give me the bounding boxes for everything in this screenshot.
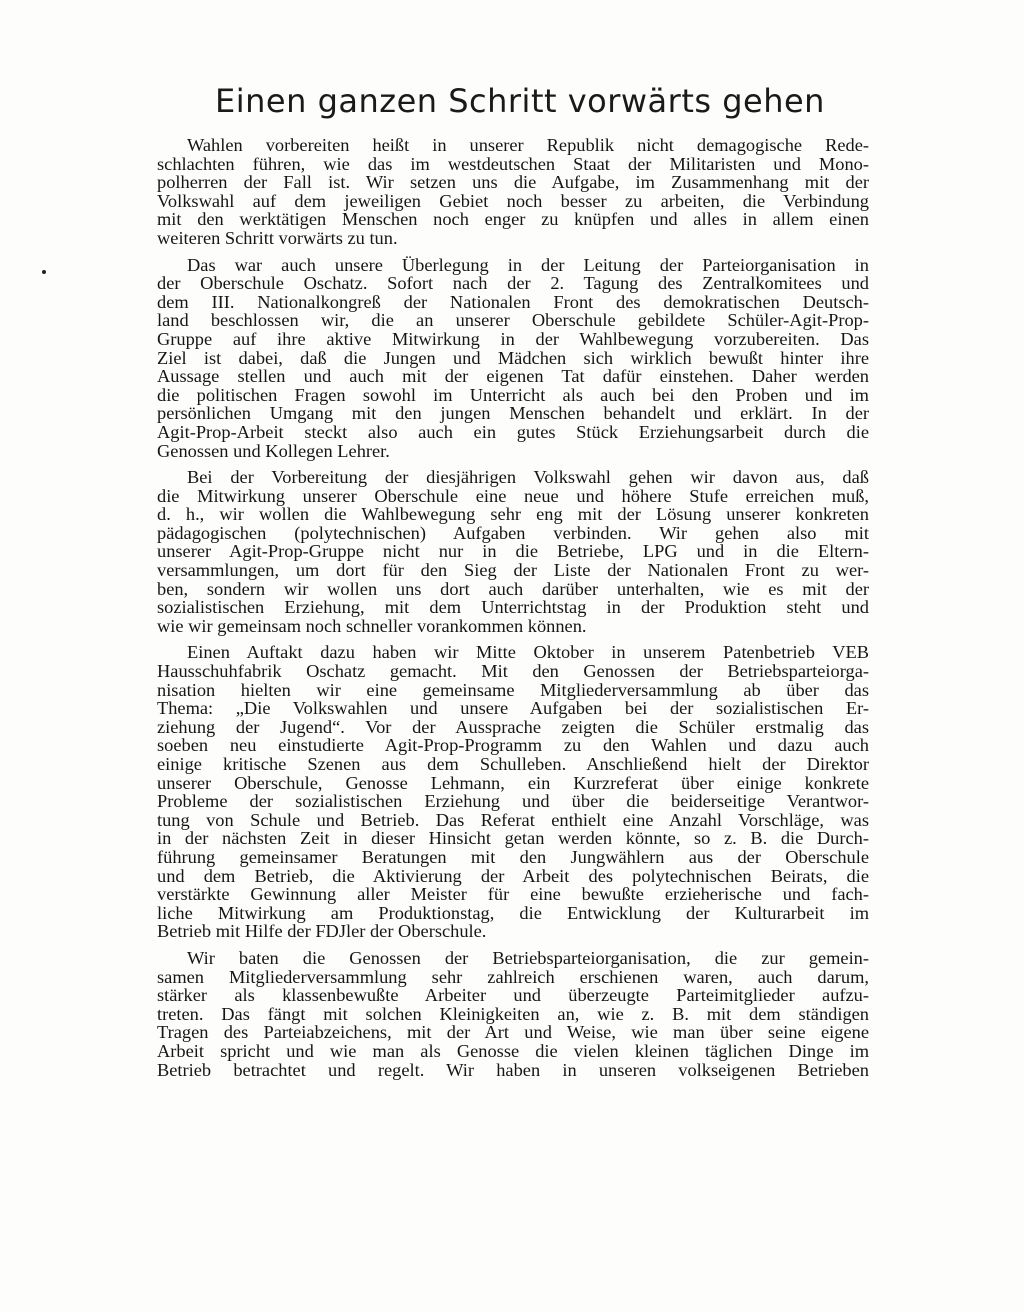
paragraph <box>157 136 869 248</box>
paragraph-line: polherren der Fall ist. Wir setzen uns die Aufgabe, im Zusammenhang mit der <box>157 172 869 193</box>
paragraph-line: Das war auch unsere Überlegung in der Leitung der Parteiorganisation in <box>187 254 869 275</box>
paragraph-line: pädagogischen (polytechnischen) Aufgaben verbinden. Wir gehen also mit <box>157 522 869 543</box>
paragraph-line: Genossen und Kollegen Lehrer. <box>157 440 390 461</box>
paragraph-line: Tragen des Parteiabzeichens, mit der Art und Weise, wie man über seine eigene <box>157 1022 869 1043</box>
paragraph-line: ziehung der Jugend“. Vor der Aussprache zeigten die Schüler erstmalig das <box>157 716 869 737</box>
paragraph-line: schlachten führen, wie das im westdeutschen Staat der Militaristen und Mono- <box>157 153 869 174</box>
margin-mark <box>42 270 46 274</box>
paragraph-line: Ziel ist dabei, daß die Jungen und Mädchen sich wirklich bewußt hinter ihre <box>157 347 869 368</box>
paragraph-line: Bei der Vorbereitung der diesjährigen Volkswahl gehen wir davon aus, daß <box>187 467 869 488</box>
paragraph-line: weiteren Schritt vorwärts zu tun. <box>157 227 398 248</box>
paragraph-line: führung gemeinsamer Beratungen mit den Jungwählern aus der Oberschule <box>157 846 869 867</box>
paragraph <box>157 468 869 635</box>
paragraph-line: liche Mitwirkung am Produktionstag, die Entwicklung der Kulturarbeit im <box>157 902 869 923</box>
paragraph-line: land beschlossen wir, die an unserer Oberschule gebildete Schüler-Agit-Prop- <box>157 310 869 331</box>
paragraph-line: und dem Betrieb, die Aktivierung der Arbeit des polytechnischen Beirats, die <box>157 865 869 886</box>
paragraph-line: Probleme der sozialistischen Erziehung und über die beiderseitige Verantwor- <box>157 791 869 812</box>
paragraph-line: die politischen Fragen sowohl im Unterricht als auch bei den Proben und im <box>157 384 869 405</box>
paragraph-line: Einen Auftakt dazu haben wir Mitte Oktober in unserem Patenbetrieb VEB <box>187 642 869 663</box>
paragraph-line: der Oberschule Oschatz. Sofort nach der 2. Tagung des Zentralkomitees und <box>157 273 869 294</box>
paragraph-line: persönlichen Umgang mit den jungen Menschen behandelt und erklärt. In der <box>157 403 869 424</box>
paragraph-line: in der nächsten Zeit in dieser Hinsicht getan werden könnte, so z. B. die Durch- <box>157 828 869 849</box>
paragraph-line: Betrieb mit Hilfe der FDJler der Oberschule. <box>157 921 487 942</box>
paragraph-line: Hausschuhfabrik Oschatz gemacht. Mit den Genossen der Betriebsparteiorga- <box>157 661 869 682</box>
paragraph-line: Arbeit spricht und wie man als Genosse die vielen kleinen täglichen Dinge im <box>157 1040 869 1061</box>
paragraph-line: stärker als klassenbewußte Arbeiter und überzeugte Parteimitglieder aufzu- <box>157 985 869 1006</box>
paragraph-line: wie wir gemeinsam noch schneller vorankommen können. <box>157 615 587 636</box>
paragraph-line: Volkswahl auf dem jeweiligen Gebiet noch besser zu arbeiten, die Verbindung <box>157 190 869 211</box>
paragraph <box>157 949 869 1079</box>
paragraph-line: die Mitwirkung unserer Oberschule eine neue und höhere Stufe erreichen muß, <box>157 485 869 506</box>
paragraph-line: versammlungen, um dort für den Sieg der Liste der Nationalen Front zu wer- <box>157 560 869 581</box>
paragraph-line: soeben neu einstudierte Agit-Prop-Programm zu den Wahlen und dazu auch <box>157 735 869 756</box>
paragraph-line: Betrieb betrachtet und regelt. Wir haben in unseren volkseigenen Betrieben <box>157 1059 869 1080</box>
paragraph-line: tung von Schule und Betrieb. Das Referat enthielt eine Anzahl Vorschläge, was <box>157 809 869 830</box>
paragraph-line: einige kritische Szenen aus dem Schulleben. Anschließend hielt der Direktor <box>157 754 869 774</box>
paragraph-line: dem III. Nationalkongreß der Nationalen Front des demokratischen Deutsch- <box>157 291 869 312</box>
paragraph <box>157 256 869 461</box>
paragraph-line: mit den werktätigen Menschen noch enger zu knüpfen und alles in allem einen <box>157 209 869 230</box>
paragraph-line: unserer Agit-Prop-Gruppe nicht nur in die Betriebe, LPG und in die Eltern- <box>157 541 869 562</box>
paragraph <box>157 643 869 941</box>
document-body <box>157 136 869 1087</box>
paragraph-line: Wahlen vorbereiten heißt in unserer Republik nicht demagogische Rede- <box>187 135 869 155</box>
paragraph-line: sozialistischen Erziehung, mit dem Unterrichtstag in der Produktion steht und <box>157 597 869 618</box>
paragraph-line: Gruppe auf ihre aktive Mitwirkung in der Wahlbewegung vorzubereiten. Das <box>157 328 869 349</box>
paragraph-line: treten. Das fängt mit solchen Kleinigkeiten an, wie z. B. mit dem ständigen <box>157 1003 869 1024</box>
paragraph-line: Wir baten die Genossen der Betriebsparteiorganisation, die zur gemein- <box>187 947 869 968</box>
paragraph-line: Aussage stellen und auch mit der eigenen Tat dafür einstehen. Daher werden <box>157 366 869 387</box>
paragraph-line: samen Mitgliederversammlung sehr zahlreich erschienen waren, auch darum, <box>157 966 869 987</box>
paragraph-line: nisation hielten wir eine gemeinsame Mitgliederversammlung ab über das <box>157 679 869 700</box>
paragraph-line: verstärkte Gewinnung aller Meister für eine bewußte erzieherische und fach- <box>157 884 869 905</box>
paragraph-line: unserer Oberschule, Genosse Lehmann, ein Kurzreferat über einige konkrete <box>157 772 869 793</box>
paragraph-line: Thema: „Die Volkswahlen und unsere Aufgaben bei der sozialistischen Er- <box>157 698 869 719</box>
paragraph-line: ben, sondern wir wollen uns dort auch darüber unterhalten, wie es mit der <box>157 578 869 599</box>
document-title: Einen ganzen Schritt vorwärts gehen <box>215 82 825 120</box>
paragraph-line: d. h., wir wollen die Wahlbewegung sehr eng mit der Lösung unserer konkreten <box>157 504 869 525</box>
paragraph-line: Agit-Prop-Arbeit steckt also auch ein gutes Stück Erziehungsarbeit durch die <box>157 421 869 442</box>
